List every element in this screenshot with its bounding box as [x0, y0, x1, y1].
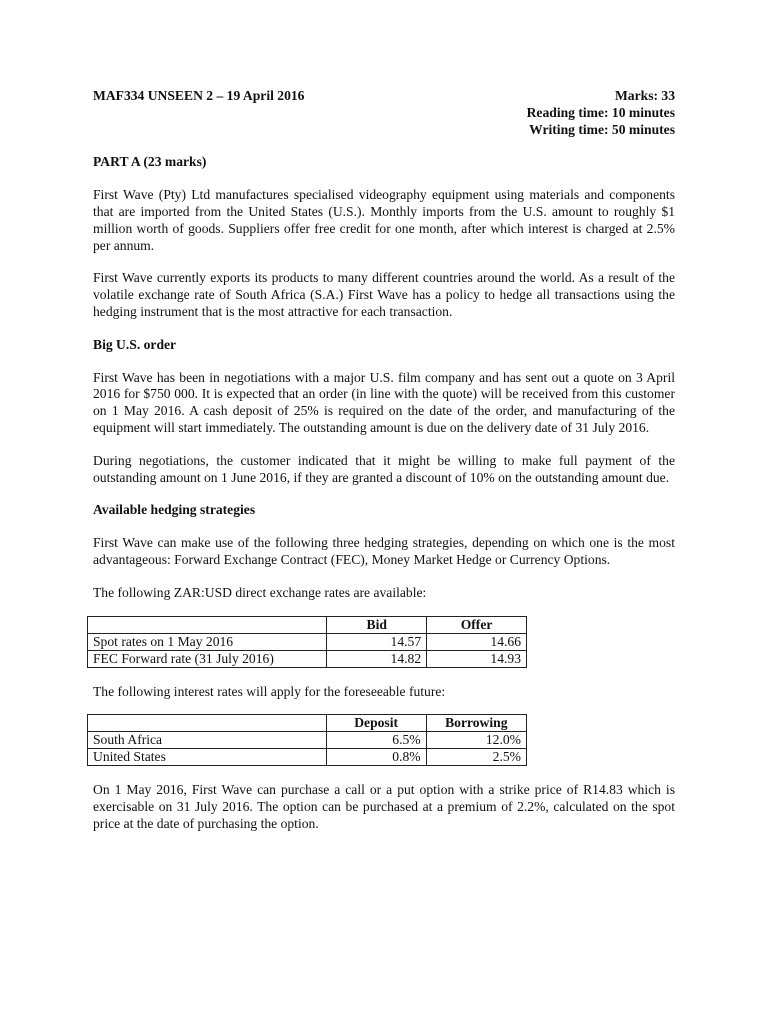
table-row: [88, 650, 527, 667]
table-header-cell: Borrowing: [426, 715, 526, 732]
table-cell: Spot rates on 1 May 2016: [88, 633, 327, 650]
table-header-cell: Offer: [427, 616, 527, 633]
table-header-cell: Deposit: [326, 715, 426, 732]
table-cell: 2.5%: [426, 749, 526, 766]
table-cell: FEC Forward rate (31 July 2016): [88, 650, 327, 667]
table-cell: 14.66: [427, 633, 527, 650]
part-a-paragraph-2: First Wave currently exports its products to many different countries around the world. As a result of the volatile exchange rate of South Africa (S.A.) First Wave has a policy to hedge all transactions using the hedging instrument that is the most attractive for each transaction.: [93, 270, 675, 319]
table-row: [88, 749, 527, 766]
table-cell: 12.0%: [426, 732, 526, 749]
exchange-rates-table: [87, 616, 527, 668]
hedging-title: Available hedging strategies: [93, 502, 256, 518]
table-cell: United States: [88, 749, 327, 766]
part-a-paragraph-1: First Wave (Pty) Ltd manufactures specialised videography equipment using materials and components that are imported from the United States (U.S.). Monthly imports from the U.S. amount to roughly $1 million worth of goods. Suppliers offer free credit for one month, after which interest is charged at 2.5% per annum.: [93, 187, 675, 253]
table-cell: 0.8%: [326, 749, 426, 766]
table-cell: 14.82: [327, 650, 427, 667]
big-order-title: Big U.S. order: [93, 336, 177, 352]
table-cell: South Africa: [88, 732, 327, 749]
interest-rates-table: [87, 714, 527, 766]
exam-meta: [527, 88, 675, 138]
table-header-cell: Bid: [327, 616, 427, 633]
options-paragraph: On 1 May 2016, First Wave can purchase a call or a put option with a strike price of R14.83 which is exercisable on 31 July 2016. The option can be purchased at a premium of 2.2%, calculated on the spot price at the date of purchasing the option.: [93, 782, 675, 831]
hedging-paragraph: First Wave can make use of the following three hedging strategies, depending on which one is the most advantageous: Forward Exchange Contract (FEC), Money Market Hedge or Currency Options.: [93, 535, 675, 567]
table-cell: 14.57: [327, 633, 427, 650]
exam-title: MAF334 UNSEEN 2 – 19 April 2016: [93, 88, 305, 103]
part-a-title: PART A (23 marks): [93, 154, 207, 170]
big-order-paragraph-1: First Wave has been in negotiations with a major U.S. film company and has sent out a quote on 3 April 2016 for $750 000. It is expected that an order (in line with the quote) will be received from this customer on 1 May 2016. A cash deposit of 25% is required on the date of the order, and manufacturing of the equipment will start immediately. The outstanding amount is due on the delivery date of 31 July 2016.: [93, 369, 675, 435]
table-cell: 6.5%: [326, 732, 426, 749]
writing-time: Writing time: 50 minutes: [529, 121, 675, 137]
table-header-row: [88, 715, 527, 732]
table-header-cell: [88, 616, 327, 633]
exchange-rates-intro: The following ZAR:USD direct exchange rates are available:: [93, 584, 427, 600]
document-page: [93, 88, 675, 833]
table-header-row: [88, 616, 527, 633]
reading-time: Reading time: 10 minutes: [526, 104, 675, 120]
marks-total: Marks: 33: [614, 88, 675, 103]
big-order-paragraph-2: During negotiations, the customer indicated that it might be willing to make full payment of the outstanding amount on 1 June 2016, if they are granted a discount of 10% on the outstanding amount due.: [93, 452, 675, 485]
table-header-cell: [88, 715, 327, 732]
table-row: [88, 732, 527, 749]
table-cell: 14.93: [427, 650, 527, 667]
exam-header: [93, 88, 675, 138]
interest-rates-intro: The following interest rates will apply for the foreseeable future:: [93, 683, 446, 699]
table-row: [88, 633, 527, 650]
